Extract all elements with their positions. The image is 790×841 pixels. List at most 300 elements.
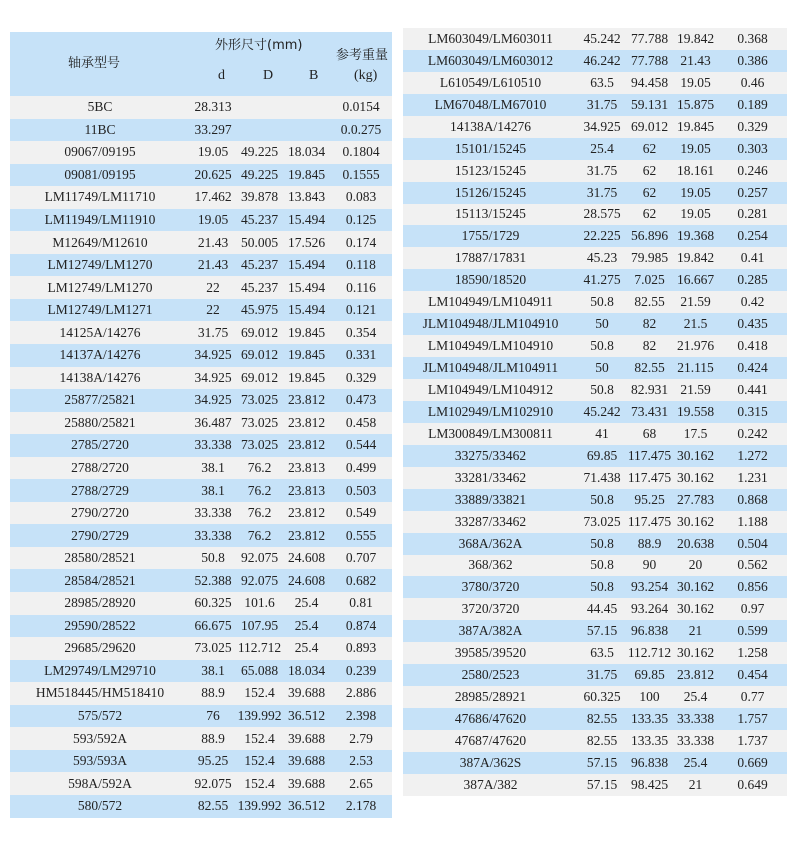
cell-d: 17.462 [194, 189, 232, 205]
cell-weight: 1.272 [737, 447, 768, 463]
table-row [403, 511, 787, 533]
cell-D: 92.075 [240, 572, 279, 588]
table-row [10, 164, 392, 187]
cell-d: 31.75 [586, 162, 618, 178]
cell-B: 25.4 [294, 640, 319, 656]
table-row [403, 160, 787, 182]
cell-B: 24.608 [287, 572, 326, 588]
cell-D: 90 [642, 557, 657, 573]
cell-weight: 0.242 [737, 425, 768, 441]
cell-D: 62 [642, 140, 657, 156]
cell-d: 92.075 [194, 775, 232, 791]
cell-d: 69.85 [586, 447, 618, 463]
cell-d: 73.025 [583, 513, 621, 529]
cell-D: 76.2 [247, 527, 272, 543]
cell-model: 14137A/14276 [59, 347, 141, 363]
cell-d: 50.8 [201, 550, 225, 566]
cell-model: 15101/15245 [454, 140, 527, 156]
cell-weight: 0.555 [345, 527, 377, 543]
cell-B: 19.842 [676, 30, 715, 46]
cell-d: 46.242 [583, 52, 621, 68]
cell-D: 133.35 [630, 732, 669, 748]
table-row [403, 357, 787, 379]
table-row [403, 247, 787, 269]
cell-weight: 0.454 [737, 667, 768, 683]
cell-D: 69.012 [630, 118, 669, 134]
cell-d: 31.75 [586, 96, 618, 112]
table-row [403, 730, 787, 752]
cell-D: 62 [642, 162, 657, 178]
cell-d: 57.15 [586, 776, 618, 792]
cell-model: 2580/2523 [461, 667, 520, 683]
cell-weight: 0.893 [345, 640, 377, 656]
cell-model: L610549/L610510 [439, 74, 542, 90]
cell-d: 50.8 [590, 535, 614, 551]
cell-B: 19.05 [680, 206, 711, 222]
cell-weight: 0.707 [345, 550, 377, 566]
cell-d: 60.325 [583, 689, 621, 705]
cell-B: 24.608 [287, 550, 326, 566]
cell-weight: 0.473 [345, 392, 377, 408]
cell-model: 2790/2729 [71, 527, 129, 543]
cell-B: 30.162 [676, 447, 715, 463]
cell-weight: 0.118 [346, 257, 376, 273]
cell-D: 139.992 [237, 798, 282, 814]
cell-D: 73.025 [240, 437, 279, 453]
cell-d: 31.75 [197, 324, 229, 340]
table-row [10, 389, 392, 412]
cell-D: 96.838 [630, 623, 669, 639]
cell-model: 17887/17831 [454, 250, 527, 266]
cell-weight: 0.499 [345, 460, 377, 476]
table-row [403, 50, 787, 72]
cell-D: 117.475 [627, 513, 672, 529]
cell-weight: 0.257 [737, 184, 768, 200]
cell-d: 19.05 [197, 212, 229, 227]
cell-d: 50.8 [590, 381, 614, 397]
cell-B: 21.59 [680, 294, 711, 310]
cell-d: 28.313 [194, 99, 232, 115]
cell-d: 31.75 [586, 184, 618, 200]
cell-B: 19.05 [680, 140, 711, 156]
table-row [403, 28, 787, 50]
table-row [10, 321, 392, 344]
cell-d: 36.487 [194, 414, 232, 430]
cell-weight: 0.649 [737, 776, 768, 792]
cell-model: 1755/1729 [461, 228, 520, 244]
table-row [403, 533, 787, 555]
cell-D: 59.131 [630, 96, 669, 112]
cell-weight: 0.669 [737, 754, 768, 770]
cell-model: 575/572 [77, 708, 123, 724]
cell-model: 33287/33462 [454, 513, 527, 529]
table-row [403, 116, 787, 138]
cell-model: 368A/362A [458, 535, 523, 551]
cell-d: 38.1 [201, 662, 225, 678]
cell-d: 21.43 [197, 234, 229, 250]
cell-B: 18.161 [676, 162, 715, 178]
cell-B: 30.162 [676, 645, 715, 661]
table-row [10, 615, 392, 638]
cell-B: 15.494 [287, 257, 326, 273]
header-model: 轴承型号 [68, 56, 121, 71]
cell-B: 13.843 [287, 189, 326, 205]
cell-B: 19.845 [287, 166, 326, 182]
cell-model: 387A/382 [463, 776, 518, 792]
table-row [10, 705, 392, 728]
cell-D: 152.4 [244, 685, 275, 701]
cell-model: 29685/29620 [64, 640, 136, 656]
cell-B: 25.4 [294, 617, 319, 633]
cell-B: 21.976 [676, 338, 715, 354]
cell-model: 14138A/14276 [450, 118, 531, 134]
cell-weight: 0.116 [346, 279, 376, 295]
cell-d: 20.625 [194, 166, 232, 182]
table-row [10, 750, 392, 773]
cell-B: 15.494 [287, 302, 326, 318]
table-row [10, 727, 392, 750]
table-body [403, 28, 787, 796]
cell-D: 45.237 [240, 212, 279, 227]
cell-model: JLM104948/JLM104910 [422, 316, 559, 332]
cell-d: 31.75 [586, 667, 618, 683]
table-row [403, 401, 787, 423]
cell-d: 82.55 [586, 732, 618, 748]
cell-D: 152.4 [244, 775, 275, 791]
cell-D: 82.55 [634, 294, 665, 310]
cell-D: 95.25 [634, 491, 665, 507]
table-row [403, 72, 787, 94]
table-row [403, 94, 787, 116]
table-row [10, 524, 392, 547]
cell-D: 56.896 [630, 228, 669, 244]
cell-weight: 0.81 [349, 595, 373, 611]
cell-d: 33.338 [194, 505, 232, 521]
cell-model: 15113/15245 [455, 206, 526, 222]
cell-D: 76.2 [247, 460, 272, 476]
table-row [403, 445, 787, 467]
table-row [403, 379, 787, 401]
table-row [403, 225, 787, 247]
cell-B: 21.43 [680, 52, 711, 68]
table-row [10, 412, 392, 435]
table-row [403, 335, 787, 357]
cell-weight: 0.331 [345, 347, 377, 363]
cell-D: 7.025 [634, 272, 665, 288]
cell-model: LM104949/LM104912 [427, 381, 554, 397]
table-row [10, 367, 392, 390]
cell-weight: 0.329 [345, 369, 377, 385]
cell-weight: 0.458 [345, 414, 377, 430]
cell-model: 47687/47620 [454, 732, 527, 748]
cell-D: 93.264 [630, 601, 669, 617]
bearing-table-right [403, 28, 787, 796]
table-row [10, 592, 392, 615]
table-row [403, 708, 787, 730]
cell-D: 49.225 [240, 144, 279, 160]
header-B: B [309, 68, 319, 83]
cell-B: 19.05 [680, 74, 711, 90]
cell-d: 22.225 [583, 228, 621, 244]
cell-d: 22 [206, 302, 220, 318]
cell-weight: 0.549 [345, 505, 377, 521]
cell-model: 28580/28521 [64, 550, 136, 566]
cell-B: 23.812 [676, 667, 715, 683]
cell-D: 117.475 [627, 469, 672, 485]
cell-B: 25.4 [683, 689, 708, 705]
cell-B: 21 [688, 776, 703, 792]
cell-D: 69.012 [240, 347, 279, 363]
cell-B: 21 [688, 623, 703, 639]
cell-B: 19.845 [676, 118, 715, 134]
cell-B: 17.526 [287, 234, 326, 250]
cell-model: 3720/3720 [461, 601, 520, 617]
cell-model: 25877/25821 [64, 392, 136, 408]
cell-B: 30.162 [676, 469, 715, 485]
cell-D: 39.878 [240, 189, 279, 205]
table-row [10, 547, 392, 570]
header-weight: 参考重量 [336, 48, 389, 63]
cell-B: 17.5 [683, 425, 708, 441]
cell-B: 23.812 [287, 527, 326, 543]
cell-d: 57.15 [586, 754, 618, 770]
cell-model: 15123/15245 [454, 162, 527, 178]
table-row [403, 752, 787, 774]
cell-D: 82 [642, 316, 657, 332]
cell-d: 50 [595, 360, 609, 376]
cell-model: LM104949/LM104911 [428, 294, 553, 310]
cell-D: 92.075 [240, 550, 279, 566]
cell-d: 44.45 [586, 601, 618, 617]
cell-model: 3780/3720 [461, 579, 520, 595]
cell-d: 73.025 [194, 640, 232, 656]
cell-model: 14138A/14276 [59, 369, 141, 385]
cell-B: 39.688 [287, 753, 326, 769]
cell-d: 63.5 [590, 74, 614, 90]
table-body [10, 96, 392, 818]
cell-model: 598A/592A [68, 775, 132, 791]
cell-D: 45.237 [240, 279, 279, 295]
cell-B: 15.875 [676, 96, 715, 112]
cell-d: 41 [595, 425, 609, 441]
cell-D: 49.225 [240, 166, 279, 182]
cell-d: 82.55 [197, 798, 229, 814]
cell-B: 25.4 [294, 595, 319, 611]
table-row [403, 423, 787, 445]
table-row [10, 231, 392, 254]
cell-model: LM12749/LM1270 [47, 279, 153, 295]
cell-model: 33281/33462 [454, 469, 527, 485]
cell-D: 112.712 [627, 645, 672, 661]
cell-B: 18.034 [287, 144, 326, 160]
cell-model: LM11949/LM11910 [44, 212, 156, 227]
cell-weight: 0.418 [737, 338, 768, 354]
cell-B: 23.812 [287, 414, 326, 430]
cell-model: LM67048/LM67010 [434, 96, 547, 112]
cell-model: 593/592A [73, 730, 127, 746]
cell-D: 94.458 [630, 74, 669, 90]
cell-D: 76.2 [247, 505, 272, 521]
cell-B: 25.4 [683, 754, 708, 770]
cell-B: 39.688 [287, 730, 326, 746]
table-row [10, 299, 392, 322]
cell-weight: 0.544 [345, 437, 377, 453]
cell-model: 387A/382A [458, 623, 523, 639]
cell-B: 19.368 [676, 228, 715, 244]
cell-D: 152.4 [244, 753, 275, 769]
cell-weight: 0.562 [737, 557, 768, 573]
cell-weight: 0.254 [737, 228, 768, 244]
cell-model: M12649/M12610 [52, 234, 148, 250]
table-row [10, 502, 392, 525]
cell-d: 38.1 [201, 460, 225, 476]
table-row [10, 569, 392, 592]
cell-d: 50.8 [590, 294, 614, 310]
cell-D: 77.788 [630, 52, 669, 68]
cell-B: 30.162 [676, 513, 715, 529]
cell-D: 62 [642, 206, 657, 222]
cell-weight: 2.886 [345, 685, 377, 701]
cell-D: 82.931 [630, 381, 669, 397]
table-row [10, 795, 392, 818]
table-row [403, 138, 787, 160]
table-row [403, 489, 787, 511]
cell-d: 60.325 [194, 595, 232, 611]
cell-weight: 2.398 [345, 708, 377, 724]
cell-weight: 0.386 [737, 52, 768, 68]
cell-model: 580/572 [77, 798, 123, 814]
cell-weight: 0.503 [345, 482, 377, 498]
table-row [10, 479, 392, 502]
cell-weight: 0.281 [737, 206, 768, 222]
table-row [403, 576, 787, 598]
cell-B: 33.338 [676, 711, 715, 727]
cell-weight: 0.1555 [342, 166, 380, 182]
cell-model: 39585/39520 [454, 645, 527, 661]
cell-B: 19.845 [287, 347, 326, 363]
cell-D: 100 [639, 689, 660, 705]
cell-B: 16.667 [676, 272, 715, 288]
cell-B: 27.783 [676, 491, 715, 507]
cell-d: 33.338 [194, 527, 232, 543]
cell-model: JLM104948/JLM104911 [422, 360, 559, 376]
cell-model: HM518445/HM518410 [35, 685, 165, 701]
cell-weight: 0.303 [737, 140, 768, 156]
cell-weight: 1.188 [737, 513, 768, 529]
cell-D: 98.425 [630, 776, 669, 792]
table-row [10, 276, 392, 299]
cell-weight: 0.189 [737, 96, 768, 112]
cell-D: 117.475 [627, 447, 672, 463]
header-d: d [218, 68, 225, 83]
cell-D: 82.55 [634, 360, 665, 376]
table-row [403, 664, 787, 686]
cell-B: 19.05 [680, 184, 711, 200]
cell-model: LM29749/LM29710 [44, 662, 156, 678]
cell-model: LM12749/LM1270 [47, 257, 153, 273]
cell-d: 34.925 [194, 347, 232, 363]
cell-D: 112.712 [237, 640, 282, 656]
cell-model: 33889/33821 [454, 491, 527, 507]
cell-model: 28985/28920 [64, 595, 136, 611]
cell-d: 50.8 [590, 491, 614, 507]
table-row [403, 774, 787, 796]
cell-B: 36.512 [287, 798, 326, 814]
cell-B: 19.845 [287, 369, 326, 385]
cell-weight: 0.874 [345, 617, 377, 633]
table-row [10, 254, 392, 277]
header-D: D [263, 68, 274, 83]
cell-weight: 0.315 [737, 403, 768, 419]
cell-D: 82 [642, 338, 657, 354]
cell-D: 62 [642, 184, 657, 200]
table-row [403, 620, 787, 642]
cell-weight: 0.121 [345, 302, 377, 318]
cell-B: 36.512 [287, 708, 326, 724]
cell-D: 133.35 [630, 711, 669, 727]
cell-weight: 0.46 [740, 74, 765, 90]
cell-weight: 0.868 [737, 491, 768, 507]
cell-model: 593/593A [73, 753, 127, 769]
cell-d: 38.1 [201, 482, 225, 498]
cell-model: 33275/33462 [454, 447, 527, 463]
cell-weight: 0.285 [737, 272, 768, 288]
cell-d: 21.43 [197, 257, 229, 273]
cell-d: 88.9 [201, 730, 225, 746]
cell-d: 71.438 [583, 469, 621, 485]
cell-B: 20 [688, 557, 703, 573]
header-weight-unit: (kg) [354, 68, 378, 83]
cell-weight: 0.246 [737, 162, 768, 178]
table-row [403, 467, 787, 489]
cell-weight: 0.682 [345, 572, 377, 588]
cell-weight: 0.174 [345, 234, 377, 250]
cell-d: 19.05 [197, 144, 229, 160]
cell-weight: 0.504 [737, 535, 768, 551]
table-row [403, 313, 787, 335]
cell-model: 25880/25821 [64, 414, 136, 430]
cell-weight: 0.0.275 [340, 121, 382, 137]
cell-model: 29590/28522 [64, 617, 136, 633]
cell-d: 88.9 [201, 685, 225, 701]
table-row [403, 642, 787, 664]
cell-weight: 1.737 [737, 732, 768, 748]
table-row [403, 269, 787, 291]
bearing-table-left [10, 32, 392, 818]
cell-weight: 0.41 [740, 250, 765, 266]
cell-B: 23.813 [287, 460, 326, 476]
table-row [403, 182, 787, 204]
cell-D: 107.95 [240, 617, 279, 633]
cell-model: 47686/47620 [454, 711, 527, 727]
cell-model: LM300849/LM300811 [428, 425, 553, 441]
cell-weight: 0.1804 [342, 144, 380, 160]
cell-d: 22 [206, 279, 220, 295]
table-row [403, 291, 787, 313]
cell-B: 15.494 [287, 212, 326, 227]
cell-weight: 0.441 [737, 381, 768, 397]
cell-weight: 0.354 [345, 324, 377, 340]
cell-model: 09067/09195 [64, 144, 136, 160]
cell-model: 2790/2720 [71, 505, 129, 521]
cell-model: 368/362 [468, 557, 513, 573]
cell-weight: 1.757 [737, 711, 768, 727]
cell-D: 77.788 [630, 30, 669, 46]
cell-B: 23.813 [287, 482, 326, 498]
cell-weight: 0.0154 [342, 99, 380, 115]
cell-D: 45.975 [240, 302, 279, 318]
cell-D: 65.088 [240, 662, 279, 678]
